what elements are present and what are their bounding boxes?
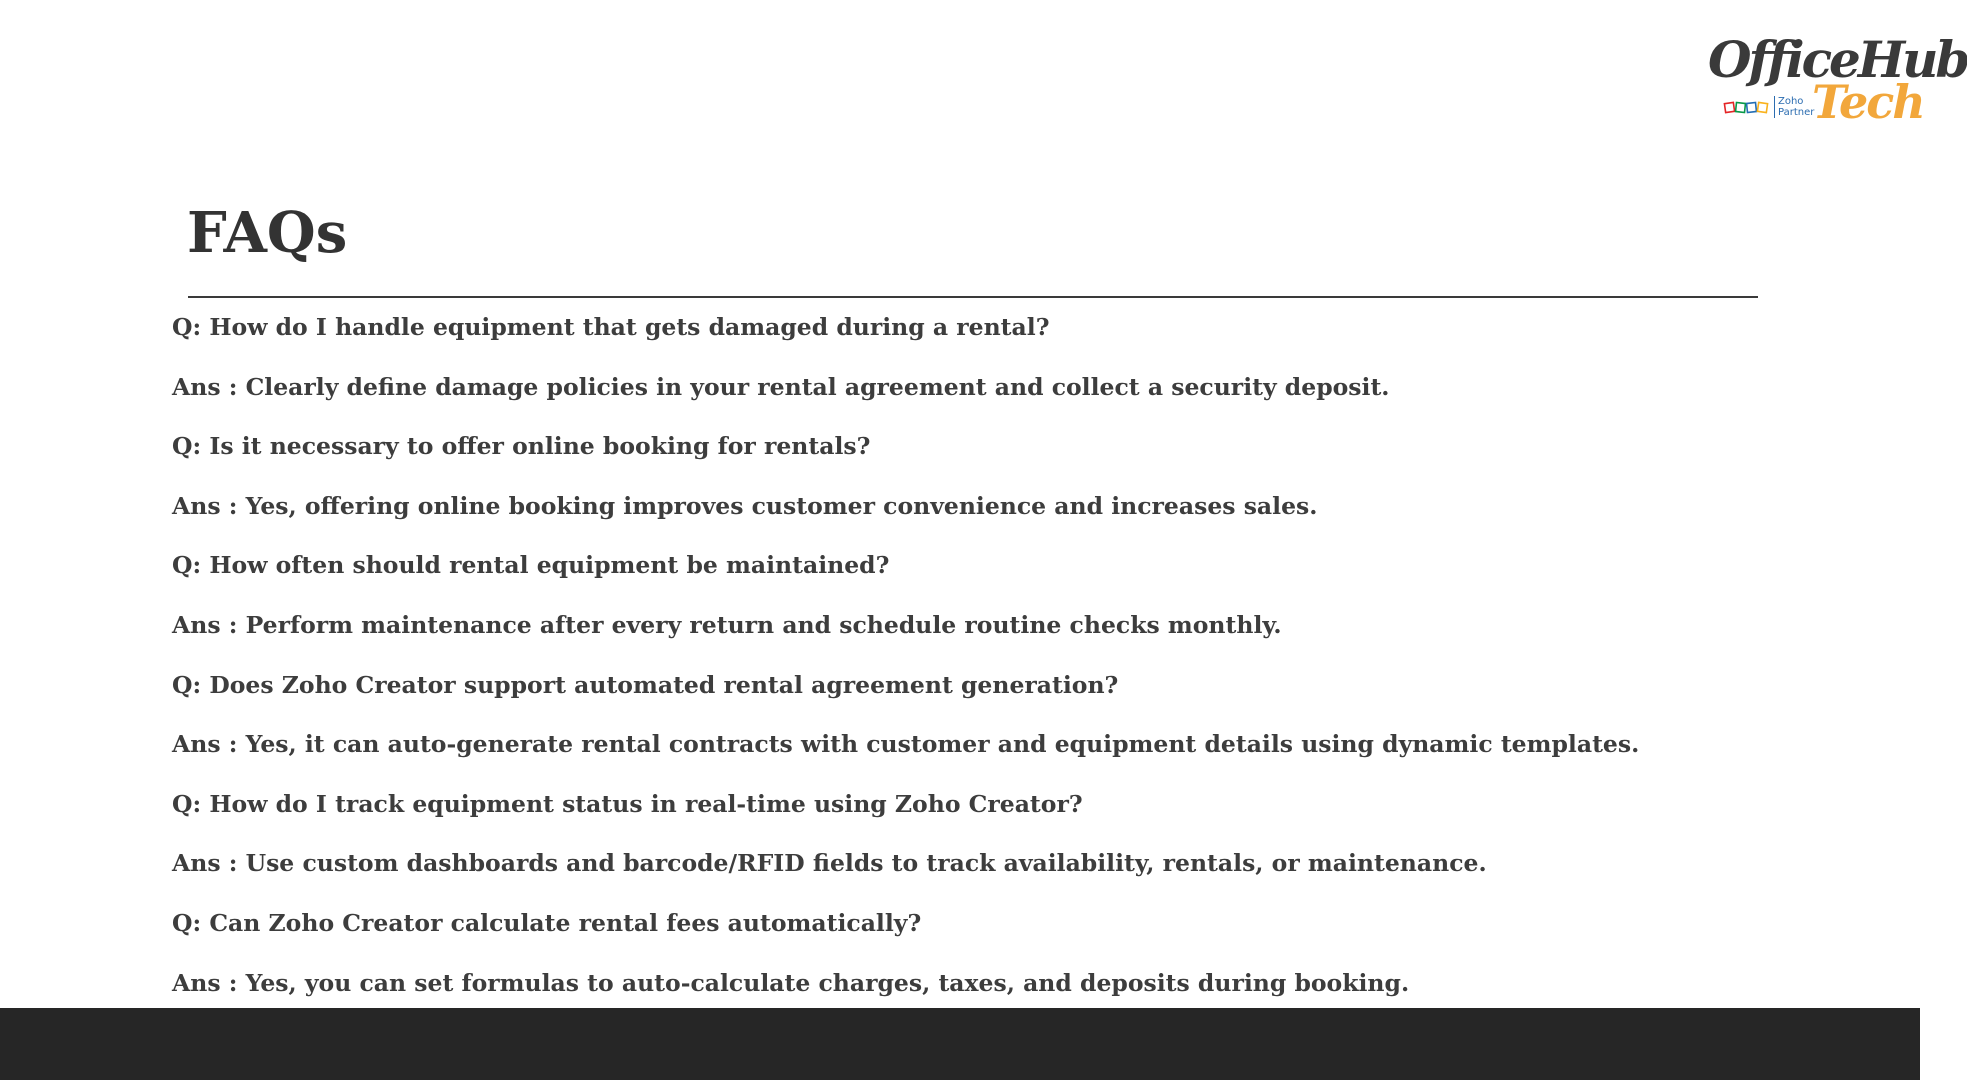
- zoho-partner-line1: Zoho: [1778, 96, 1804, 107]
- faq-question-5: Q: How do I track equipment status in real-time using Zoho Creator?: [172, 789, 1083, 818]
- faq-question-3: Q: How often should rental equipment be maintained?: [172, 551, 890, 580]
- faq-question-4: Q: Does Zoho Creator support automated rental agreement generation?: [172, 670, 1119, 699]
- logo-wordmark: OfficeHub: [1708, 30, 1967, 89]
- logo-tech-wordmark: Tech: [1812, 75, 1924, 129]
- faq-answer-3: Ans : Perform maintenance after every return and schedule routine checks monthly.: [172, 610, 1282, 639]
- zoho-logo-icon: [1724, 100, 1770, 116]
- faq-answer-4: Ans : Yes, it can auto-generate rental contracts with customer and equipment details using dynamic templates.: [172, 730, 1640, 759]
- zoho-partner-line2: Partner: [1778, 107, 1815, 118]
- faq-answer-1: Ans : Clearly define damage policies in your rental agreement and collect a security deposit.: [172, 372, 1390, 401]
- title-divider: [188, 296, 1758, 298]
- faq-question-2: Q: Is it necessary to offer online booking for rentals?: [172, 432, 871, 461]
- faq-answer-2: Ans : Yes, offering online booking improves customer convenience and increases sales.: [172, 491, 1318, 520]
- officehub-tech-logo: [1700, 30, 1967, 130]
- faq-answer-6: Ans : Yes, you can set formulas to auto-calculate charges, taxes, and deposits during booking.: [172, 968, 1410, 997]
- faq-question-6: Q: Can Zoho Creator calculate rental fees automatically?: [172, 908, 922, 937]
- zoho-partner-label: [1774, 96, 1814, 118]
- page-title: FAQs: [187, 200, 348, 266]
- faq-question-1: Q: How do I handle equipment that gets damaged during a rental?: [172, 313, 1050, 341]
- faq-answer-5: Ans : Use custom dashboards and barcode/RFID fields to track availability, rentals, or maintenance.: [172, 849, 1487, 878]
- footer-bar: [0, 1008, 1920, 1080]
- faq-list: [172, 307, 1852, 1022]
